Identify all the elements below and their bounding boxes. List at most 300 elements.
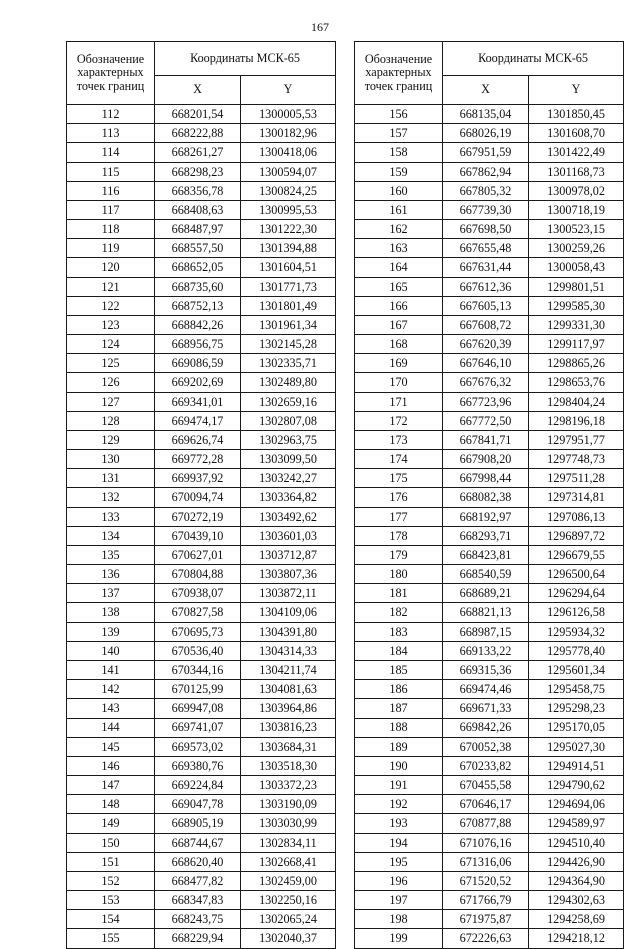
table-row [355,200,624,219]
point-id-cell: 180 [355,565,443,584]
point-id-cell: 152 [67,871,155,890]
x-coordinate-cell: 667805,32 [443,181,529,200]
y-coordinate-cell: 1299331,30 [529,315,624,334]
table-row [355,450,624,469]
y-coordinate-cell: 1302963,75 [241,430,336,449]
point-id-cell: 199 [355,929,443,948]
y-coordinate-cell: 1296294,64 [529,584,624,603]
table-row [355,756,624,775]
x-coordinate-cell: 669772,28 [155,450,241,469]
y-coordinate-cell: 1297314,81 [529,488,624,507]
point-id-cell: 165 [355,277,443,296]
y-coordinate-cell: 1294510,40 [529,833,624,852]
x-coordinate-cell: 669380,76 [155,756,241,775]
table-row [67,584,336,603]
x-coordinate-cell: 667605,13 [443,296,529,315]
y-coordinate-cell: 1294426,90 [529,852,624,871]
table-row [67,315,336,334]
point-column-header: Обозначение характерных точек границ [67,42,155,105]
table-row [67,565,336,584]
point-id-cell: 148 [67,795,155,814]
x-coordinate-cell: 670627,01 [155,545,241,564]
y-coordinate-cell: 1302335,71 [241,354,336,373]
table-row [355,181,624,200]
x-coordinate-cell: 669341,01 [155,392,241,411]
y-coordinate-cell: 1303964,86 [241,699,336,718]
x-coordinate-cell: 667772,50 [443,411,529,430]
y-coordinate-cell: 1295458,75 [529,680,624,699]
table-row [67,335,336,354]
x-coordinate-cell: 667698,50 [443,220,529,239]
y-coordinate-cell: 1301604,51 [241,258,336,277]
y-coordinate-cell: 1302250,16 [241,891,336,910]
y-coordinate-cell: 1303030,99 [241,814,336,833]
point-id-cell: 176 [355,488,443,507]
table-row [67,392,336,411]
table-row [355,335,624,354]
point-id-cell: 185 [355,660,443,679]
y-coordinate-cell: 1295601,34 [529,660,624,679]
table-row [67,143,336,162]
x-coordinate-cell: 667739,30 [443,200,529,219]
point-id-cell: 191 [355,776,443,795]
table-row [355,258,624,277]
point-id-cell: 181 [355,584,443,603]
x-coordinate-cell: 670233,82 [443,756,529,775]
point-id-cell: 129 [67,430,155,449]
x-coordinate-cell: 668135,04 [443,105,529,124]
table-row [355,105,624,124]
point-id-cell: 166 [355,296,443,315]
table-row [67,124,336,143]
y-coordinate-cell: 1294364,90 [529,871,624,890]
x-coordinate-cell: 668689,21 [443,584,529,603]
x-coordinate-cell: 669202,69 [155,373,241,392]
table-row [67,411,336,430]
x-coordinate-cell: 669671,33 [443,699,529,718]
table-row [67,526,336,545]
x-coordinate-cell: 668201,54 [155,105,241,124]
y-coordinate-cell: 1301801,49 [241,296,336,315]
point-id-cell: 168 [355,335,443,354]
table-row [67,680,336,699]
x-coordinate-cell: 668744,67 [155,833,241,852]
x-coordinate-cell: 669086,59 [155,354,241,373]
table-row [67,469,336,488]
point-id-cell: 156 [355,105,443,124]
x-coordinate-cell: 671766,79 [443,891,529,910]
table-row [67,162,336,181]
y-coordinate-cell: 1299801,51 [529,277,624,296]
y-coordinate-cell: 1300182,96 [241,124,336,143]
x-coordinate-cell: 670646,17 [443,795,529,814]
point-id-cell: 149 [67,814,155,833]
x-coordinate-cell: 668752,13 [155,296,241,315]
y-coordinate-cell: 1302065,24 [241,910,336,929]
table-row [355,776,624,795]
y-coordinate-cell: 1304314,33 [241,641,336,660]
point-id-cell: 189 [355,737,443,756]
table-row [67,200,336,219]
y-coordinate-cell: 1303712,87 [241,545,336,564]
point-id-cell: 131 [67,469,155,488]
table-row [67,488,336,507]
coordinates-group-header: Координаты МСК-65 [443,42,624,76]
x-coordinate-cell: 670938,07 [155,584,241,603]
y-coordinate-cell: 1300824,25 [241,181,336,200]
point-id-cell: 194 [355,833,443,852]
x-coordinate-cell: 668423,81 [443,545,529,564]
x-coordinate-cell: 667608,72 [443,315,529,334]
y-coordinate-cell: 1304109,06 [241,603,336,622]
y-coordinate-cell: 1297748,73 [529,450,624,469]
x-coordinate-cell: 668293,71 [443,526,529,545]
y-coordinate-cell: 1304391,80 [241,622,336,641]
y-coordinate-cell: 1303684,31 [241,737,336,756]
x-coordinate-cell: 668026,19 [443,124,529,143]
y-coordinate-cell: 1300058,43 [529,258,624,277]
point-id-cell: 150 [67,833,155,852]
x-coordinate-cell: 671520,52 [443,871,529,890]
table-row [67,641,336,660]
point-id-cell: 116 [67,181,155,200]
y-coordinate-cell: 1301961,34 [241,315,336,334]
y-coordinate-cell: 1303518,30 [241,756,336,775]
table-row [67,258,336,277]
table-row [67,737,336,756]
table-row [67,852,336,871]
table-row [355,488,624,507]
x-coordinate-cell: 667951,59 [443,143,529,162]
x-coordinate-cell: 669224,84 [155,776,241,795]
y-coordinate-cell: 1294694,06 [529,795,624,814]
y-coordinate-cell: 1303364,82 [241,488,336,507]
y-coordinate-cell: 1296897,72 [529,526,624,545]
table-row [355,162,624,181]
x-coordinate-cell: 668229,94 [155,929,241,948]
table-row [355,296,624,315]
table-row [67,277,336,296]
y-coordinate-cell: 1294589,97 [529,814,624,833]
x-coordinate-cell: 667620,39 [443,335,529,354]
y-coordinate-cell: 1295298,23 [529,699,624,718]
point-id-cell: 140 [67,641,155,660]
point-id-cell: 141 [67,660,155,679]
y-coordinate-cell: 1304211,74 [241,660,336,679]
point-id-cell: 112 [67,105,155,124]
x-coordinate-cell: 670455,58 [443,776,529,795]
point-id-cell: 162 [355,220,443,239]
y-coordinate-cell: 1300978,02 [529,181,624,200]
point-id-cell: 160 [355,181,443,200]
point-id-cell: 136 [67,565,155,584]
x-coordinate-cell: 670877,88 [443,814,529,833]
y-coordinate-cell: 1301222,30 [241,220,336,239]
table-row [67,507,336,526]
point-id-cell: 195 [355,852,443,871]
point-id-cell: 142 [67,680,155,699]
y-coordinate-cell: 1298865,26 [529,354,624,373]
table-row [67,105,336,124]
y-coordinate-cell: 1303807,36 [241,565,336,584]
point-id-cell: 182 [355,603,443,622]
x-coordinate-cell: 668821,13 [443,603,529,622]
page-number: 167 [311,20,329,34]
x-coordinate-cell: 670695,73 [155,622,241,641]
y-coordinate-cell: 1297086,13 [529,507,624,526]
x-coordinate-cell: 669047,78 [155,795,241,814]
point-id-cell: 173 [355,430,443,449]
x-coordinate-cell: 672226,63 [443,929,529,948]
y-coordinate-cell: 1294218,12 [529,929,624,948]
point-id-cell: 135 [67,545,155,564]
point-id-cell: 130 [67,450,155,469]
point-id-cell: 198 [355,910,443,929]
table-row [355,814,624,833]
table-row [355,354,624,373]
point-id-cell: 190 [355,756,443,775]
x-column-header: X [155,76,241,105]
point-id-cell: 179 [355,545,443,564]
table-row [355,315,624,334]
x-coordinate-cell: 670344,16 [155,660,241,679]
y-coordinate-cell: 1301168,73 [529,162,624,181]
table-row [355,699,624,718]
table-row [355,239,624,258]
point-id-cell: 188 [355,718,443,737]
point-id-cell: 122 [67,296,155,315]
y-coordinate-cell: 1303099,50 [241,450,336,469]
x-coordinate-cell: 667655,48 [443,239,529,258]
x-coordinate-cell: 668243,75 [155,910,241,929]
y-coordinate-cell: 1295778,40 [529,641,624,660]
point-id-cell: 159 [355,162,443,181]
table-row [67,756,336,775]
x-coordinate-cell: 667612,36 [443,277,529,296]
point-id-cell: 134 [67,526,155,545]
point-id-cell: 164 [355,258,443,277]
table-row [67,718,336,737]
x-coordinate-cell: 669937,92 [155,469,241,488]
y-coordinate-cell: 1295170,05 [529,718,624,737]
point-id-cell: 170 [355,373,443,392]
point-id-cell: 175 [355,469,443,488]
x-coordinate-cell: 668540,59 [443,565,529,584]
point-id-cell: 171 [355,392,443,411]
point-id-cell: 121 [67,277,155,296]
point-id-cell: 151 [67,852,155,871]
point-id-cell: 145 [67,737,155,756]
x-column-header: X [443,76,529,105]
table-row [355,220,624,239]
y-coordinate-cell: 1300259,26 [529,239,624,258]
y-coordinate-cell: 1298196,18 [529,411,624,430]
y-coordinate-cell: 1294790,62 [529,776,624,795]
point-id-cell: 126 [67,373,155,392]
x-coordinate-cell: 668222,88 [155,124,241,143]
point-column-header: Обозначение характерных точек границ [355,42,443,105]
table-row [67,239,336,258]
table-row [67,430,336,449]
x-coordinate-cell: 670536,40 [155,641,241,660]
x-coordinate-cell: 667631,44 [443,258,529,277]
y-coordinate-cell: 1303372,23 [241,776,336,795]
table-row [67,181,336,200]
y-coordinate-cell: 1303872,11 [241,584,336,603]
table-row [355,430,624,449]
point-id-cell: 158 [355,143,443,162]
point-id-cell: 144 [67,718,155,737]
x-coordinate-cell: 668987,15 [443,622,529,641]
x-coordinate-cell: 668956,75 [155,335,241,354]
y-coordinate-cell: 1301394,88 [241,239,336,258]
table-row [67,545,336,564]
y-coordinate-cell: 1303816,23 [241,718,336,737]
y-coordinate-cell: 1300418,06 [241,143,336,162]
table-row [355,718,624,737]
table-row [355,852,624,871]
x-coordinate-cell: 668408,63 [155,200,241,219]
point-id-cell: 118 [67,220,155,239]
point-id-cell: 113 [67,124,155,143]
y-coordinate-cell: 1301850,45 [529,105,624,124]
point-id-cell: 155 [67,929,155,948]
point-id-cell: 128 [67,411,155,430]
point-id-cell: 114 [67,143,155,162]
x-coordinate-cell: 667908,20 [443,450,529,469]
y-coordinate-cell: 1294914,51 [529,756,624,775]
y-coordinate-cell: 1301608,70 [529,124,624,143]
table-row [355,545,624,564]
x-coordinate-cell: 668620,40 [155,852,241,871]
table-row [355,411,624,430]
y-coordinate-cell: 1300594,07 [241,162,336,181]
y-coordinate-cell: 1300995,53 [241,200,336,219]
y-coordinate-cell: 1294258,69 [529,910,624,929]
table-row [67,296,336,315]
y-coordinate-cell: 1302459,00 [241,871,336,890]
x-coordinate-cell: 669474,46 [443,680,529,699]
coordinates-table-right [354,41,624,949]
y-coordinate-cell: 1300005,53 [241,105,336,124]
table-row [355,929,624,948]
x-coordinate-cell: 669573,02 [155,737,241,756]
x-coordinate-cell: 667676,32 [443,373,529,392]
point-id-cell: 132 [67,488,155,507]
point-id-cell: 127 [67,392,155,411]
table-row [355,680,624,699]
y-coordinate-cell: 1295027,30 [529,737,624,756]
table-row [355,833,624,852]
x-coordinate-cell: 669947,08 [155,699,241,718]
y-coordinate-cell: 1294302,63 [529,891,624,910]
point-id-cell: 147 [67,776,155,795]
point-id-cell: 178 [355,526,443,545]
table-row [355,507,624,526]
y-coordinate-cell: 1296679,55 [529,545,624,564]
point-id-cell: 169 [355,354,443,373]
table-row [355,737,624,756]
y-coordinate-cell: 1303492,62 [241,507,336,526]
x-coordinate-cell: 668356,78 [155,181,241,200]
x-coordinate-cell: 668261,27 [155,143,241,162]
y-coordinate-cell: 1298404,24 [529,392,624,411]
x-coordinate-cell: 669315,36 [443,660,529,679]
x-coordinate-cell: 669626,74 [155,430,241,449]
x-coordinate-cell: 667723,96 [443,392,529,411]
y-coordinate-cell: 1295934,32 [529,622,624,641]
y-coordinate-cell: 1300523,15 [529,220,624,239]
point-id-cell: 119 [67,239,155,258]
table-row [67,929,336,948]
table-row [67,910,336,929]
point-id-cell: 192 [355,795,443,814]
point-id-cell: 186 [355,680,443,699]
table-row [355,277,624,296]
point-id-cell: 197 [355,891,443,910]
y-coordinate-cell: 1304081,63 [241,680,336,699]
table-row [67,776,336,795]
x-coordinate-cell: 670439,10 [155,526,241,545]
point-id-cell: 163 [355,239,443,258]
table-row [355,469,624,488]
point-id-cell: 174 [355,450,443,469]
table-row [355,891,624,910]
y-coordinate-cell: 1303190,09 [241,795,336,814]
table-row [67,354,336,373]
point-id-cell: 124 [67,335,155,354]
x-coordinate-cell: 668298,23 [155,162,241,181]
table-row [355,622,624,641]
y-column-header: Y [241,76,336,105]
table-row [355,603,624,622]
table-row [67,871,336,890]
table-row [355,584,624,603]
y-coordinate-cell: 1299585,30 [529,296,624,315]
x-coordinate-cell: 668652,05 [155,258,241,277]
point-id-cell: 167 [355,315,443,334]
point-id-cell: 117 [67,200,155,219]
point-id-cell: 123 [67,315,155,334]
x-coordinate-cell: 668347,83 [155,891,241,910]
coordinates-group-header: Координаты МСК-65 [155,42,336,76]
x-coordinate-cell: 667998,44 [443,469,529,488]
table-row [67,699,336,718]
table-row [355,373,624,392]
y-coordinate-cell: 1303242,27 [241,469,336,488]
x-coordinate-cell: 671076,16 [443,833,529,852]
point-id-cell: 184 [355,641,443,660]
x-coordinate-cell: 670125,99 [155,680,241,699]
x-coordinate-cell: 667841,71 [443,430,529,449]
table-row [67,891,336,910]
x-coordinate-cell: 668082,38 [443,488,529,507]
y-coordinate-cell: 1302040,37 [241,929,336,948]
point-id-cell: 193 [355,814,443,833]
table-row [355,392,624,411]
x-coordinate-cell: 668192,97 [443,507,529,526]
table-row [355,565,624,584]
x-coordinate-cell: 668487,97 [155,220,241,239]
point-id-cell: 177 [355,507,443,526]
x-coordinate-cell: 671316,06 [443,852,529,871]
point-id-cell: 138 [67,603,155,622]
x-coordinate-cell: 670094,74 [155,488,241,507]
table-row [67,450,336,469]
point-id-cell: 146 [67,756,155,775]
x-coordinate-cell: 670827,58 [155,603,241,622]
table-row [355,910,624,929]
